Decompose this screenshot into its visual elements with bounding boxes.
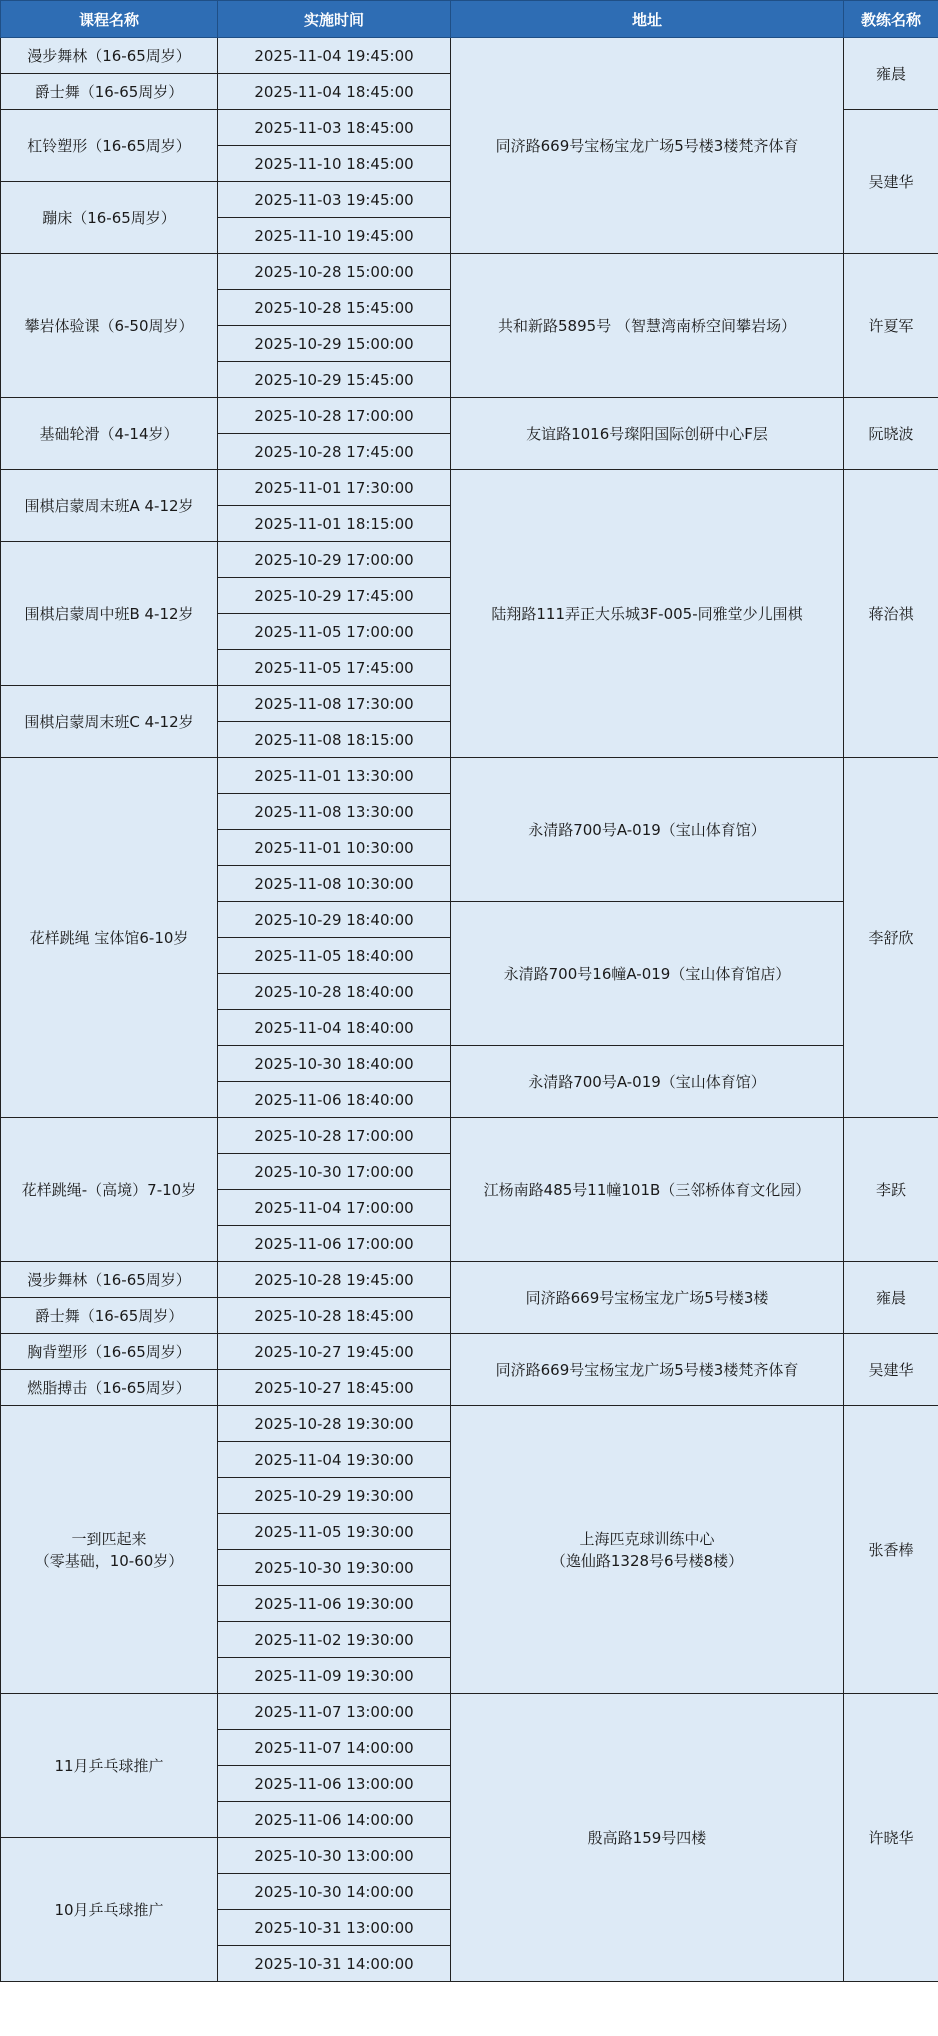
time-cell: 2025-11-08 18:15:00	[218, 722, 451, 758]
time-cell: 2025-11-01 10:30:00	[218, 830, 451, 866]
address-cell: 同济路669号宝杨宝龙广场5号楼3楼	[451, 1262, 844, 1334]
coach-cell: 许夏军	[844, 254, 938, 398]
course-name-cell: 漫步舞林（16-65周岁）	[1, 38, 218, 74]
table-row	[1, 1334, 938, 1370]
time-cell: 2025-10-31 13:00:00	[218, 1910, 451, 1946]
course-name-cell: 围棋启蒙周末班A 4-12岁	[1, 470, 218, 542]
time-cell: 2025-10-30 19:30:00	[218, 1550, 451, 1586]
time-cell: 2025-11-03 19:45:00	[218, 182, 451, 218]
course-name-cell: 一到匹起来 （零基础，10-60岁）	[1, 1406, 218, 1694]
table-row	[1, 38, 938, 74]
time-cell: 2025-11-01 17:30:00	[218, 470, 451, 506]
time-cell: 2025-11-04 18:40:00	[218, 1010, 451, 1046]
address-cell: 永清路700号16幢A-019（宝山体育馆店）	[451, 902, 844, 1046]
time-cell: 2025-10-30 14:00:00	[218, 1874, 451, 1910]
course-name-cell: 攀岩体验课（6-50周岁）	[1, 254, 218, 398]
time-cell: 2025-10-28 18:45:00	[218, 1298, 451, 1334]
time-cell: 2025-10-29 17:45:00	[218, 578, 451, 614]
time-cell: 2025-11-04 18:45:00	[218, 74, 451, 110]
time-cell: 2025-11-01 13:30:00	[218, 758, 451, 794]
table-row	[1, 1262, 938, 1298]
course-name-cell: 爵士舞（16-65周岁）	[1, 1298, 218, 1334]
coach-cell: 吴建华	[844, 1334, 938, 1406]
header-row	[1, 1, 938, 38]
time-cell: 2025-10-29 17:00:00	[218, 542, 451, 578]
course-name-cell: 燃脂搏击（16-65周岁）	[1, 1370, 218, 1406]
time-cell: 2025-11-10 19:45:00	[218, 218, 451, 254]
course-name-cell: 11月乒乓球推广	[1, 1694, 218, 1838]
header-schedule-time: 实施时间	[218, 1, 451, 38]
address-cell: 上海匹克球训练中心 （逸仙路1328号6号楼8楼）	[451, 1406, 844, 1694]
coach-cell: 李舒欣	[844, 758, 938, 1118]
time-cell: 2025-11-08 10:30:00	[218, 866, 451, 902]
time-cell: 2025-11-05 19:30:00	[218, 1514, 451, 1550]
coach-cell: 张香棒	[844, 1406, 938, 1694]
course-name-cell: 爵士舞（16-65周岁）	[1, 74, 218, 110]
time-cell: 2025-10-28 19:30:00	[218, 1406, 451, 1442]
course-name-cell: 花样跳绳 宝体馆6-10岁	[1, 758, 218, 1118]
course-name-cell: 胸背塑形（16-65周岁）	[1, 1334, 218, 1370]
time-cell: 2025-11-08 17:30:00	[218, 686, 451, 722]
time-cell: 2025-10-28 18:40:00	[218, 974, 451, 1010]
table-row	[1, 1406, 938, 1442]
course-name-cell: 基础轮滑（4-14岁）	[1, 398, 218, 470]
coach-cell: 许晓华	[844, 1694, 938, 1982]
time-cell: 2025-11-04 17:00:00	[218, 1190, 451, 1226]
table-row	[1, 398, 938, 434]
coach-cell: 李跃	[844, 1118, 938, 1262]
time-cell: 2025-10-27 19:45:00	[218, 1334, 451, 1370]
coach-cell: 阮晓波	[844, 398, 938, 470]
time-cell: 2025-11-06 18:40:00	[218, 1082, 451, 1118]
time-cell: 2025-10-28 15:00:00	[218, 254, 451, 290]
time-cell: 2025-11-05 17:00:00	[218, 614, 451, 650]
course-name-cell: 花样跳绳-（高境）7-10岁	[1, 1118, 218, 1262]
course-name-cell: 围棋启蒙周末班C 4-12岁	[1, 686, 218, 758]
course-name-cell: 10月乒乓球推广	[1, 1838, 218, 1982]
time-cell: 2025-10-30 13:00:00	[218, 1838, 451, 1874]
time-cell: 2025-11-02 19:30:00	[218, 1622, 451, 1658]
address-cell: 殷高路159号四楼	[451, 1694, 844, 1982]
address-cell: 友谊路1016号璨阳国际创研中心F层	[451, 398, 844, 470]
time-cell: 2025-11-01 18:15:00	[218, 506, 451, 542]
time-cell: 2025-10-30 17:00:00	[218, 1154, 451, 1190]
time-cell: 2025-10-28 17:00:00	[218, 1118, 451, 1154]
address-cell: 共和新路5895号 （智慧湾南桥空间攀岩场）	[451, 254, 844, 398]
time-cell: 2025-10-29 18:40:00	[218, 902, 451, 938]
coach-cell: 雍晨	[844, 1262, 938, 1334]
time-cell: 2025-10-27 18:45:00	[218, 1370, 451, 1406]
time-cell: 2025-11-04 19:30:00	[218, 1442, 451, 1478]
address-cell: 陆翔路111弄正大乐城3F-005-同雅堂少儿围棋	[451, 470, 844, 758]
table-row	[1, 1694, 938, 1730]
course-name-cell: 蹦床（16-65周岁）	[1, 182, 218, 254]
header-coach-name: 教练名称	[844, 1, 938, 38]
header-address: 地址	[451, 1, 844, 38]
table-row	[1, 470, 938, 506]
address-cell: 同济路669号宝杨宝龙广场5号楼3楼梵齐体育	[451, 38, 844, 254]
table-row	[1, 1118, 938, 1154]
time-cell: 2025-10-28 15:45:00	[218, 290, 451, 326]
course-name-cell: 围棋启蒙周中班B 4-12岁	[1, 542, 218, 686]
time-cell: 2025-10-29 15:45:00	[218, 362, 451, 398]
header-course-name: 课程名称	[1, 1, 218, 38]
time-cell: 2025-11-05 17:45:00	[218, 650, 451, 686]
course-name-cell: 杠铃塑形（16-65周岁）	[1, 110, 218, 182]
time-cell: 2025-11-03 18:45:00	[218, 110, 451, 146]
table-row	[1, 758, 938, 794]
coach-cell: 吴建华	[844, 110, 938, 254]
time-cell: 2025-11-09 19:30:00	[218, 1658, 451, 1694]
time-cell: 2025-10-29 19:30:00	[218, 1478, 451, 1514]
time-cell: 2025-10-28 17:00:00	[218, 398, 451, 434]
time-cell: 2025-10-29 15:00:00	[218, 326, 451, 362]
time-cell: 2025-11-06 13:00:00	[218, 1766, 451, 1802]
address-cell: 江杨南路485号11幢101B（三邻桥体育文化园）	[451, 1118, 844, 1262]
coach-cell: 雍晨	[844, 38, 938, 110]
time-cell: 2025-11-06 19:30:00	[218, 1586, 451, 1622]
time-cell: 2025-11-05 18:40:00	[218, 938, 451, 974]
time-cell: 2025-10-28 19:45:00	[218, 1262, 451, 1298]
time-cell: 2025-11-07 13:00:00	[218, 1694, 451, 1730]
time-cell: 2025-10-31 14:00:00	[218, 1946, 451, 1982]
table-row	[1, 254, 938, 290]
time-cell: 2025-11-04 19:45:00	[218, 38, 451, 74]
address-cell: 永清路700号A-019（宝山体育馆）	[451, 758, 844, 902]
time-cell: 2025-10-28 17:45:00	[218, 434, 451, 470]
address-cell: 同济路669号宝杨宝龙广场5号楼3楼梵齐体育	[451, 1334, 844, 1406]
table-body	[1, 38, 938, 1982]
time-cell: 2025-11-06 17:00:00	[218, 1226, 451, 1262]
time-cell: 2025-10-30 18:40:00	[218, 1046, 451, 1082]
time-cell: 2025-11-10 18:45:00	[218, 146, 451, 182]
coach-cell: 蒋治祺	[844, 470, 938, 758]
time-cell: 2025-11-08 13:30:00	[218, 794, 451, 830]
time-cell: 2025-11-06 14:00:00	[218, 1802, 451, 1838]
address-cell: 永清路700号A-019（宝山体育馆）	[451, 1046, 844, 1118]
course-name-cell: 漫步舞林（16-65周岁）	[1, 1262, 218, 1298]
time-cell: 2025-11-07 14:00:00	[218, 1730, 451, 1766]
